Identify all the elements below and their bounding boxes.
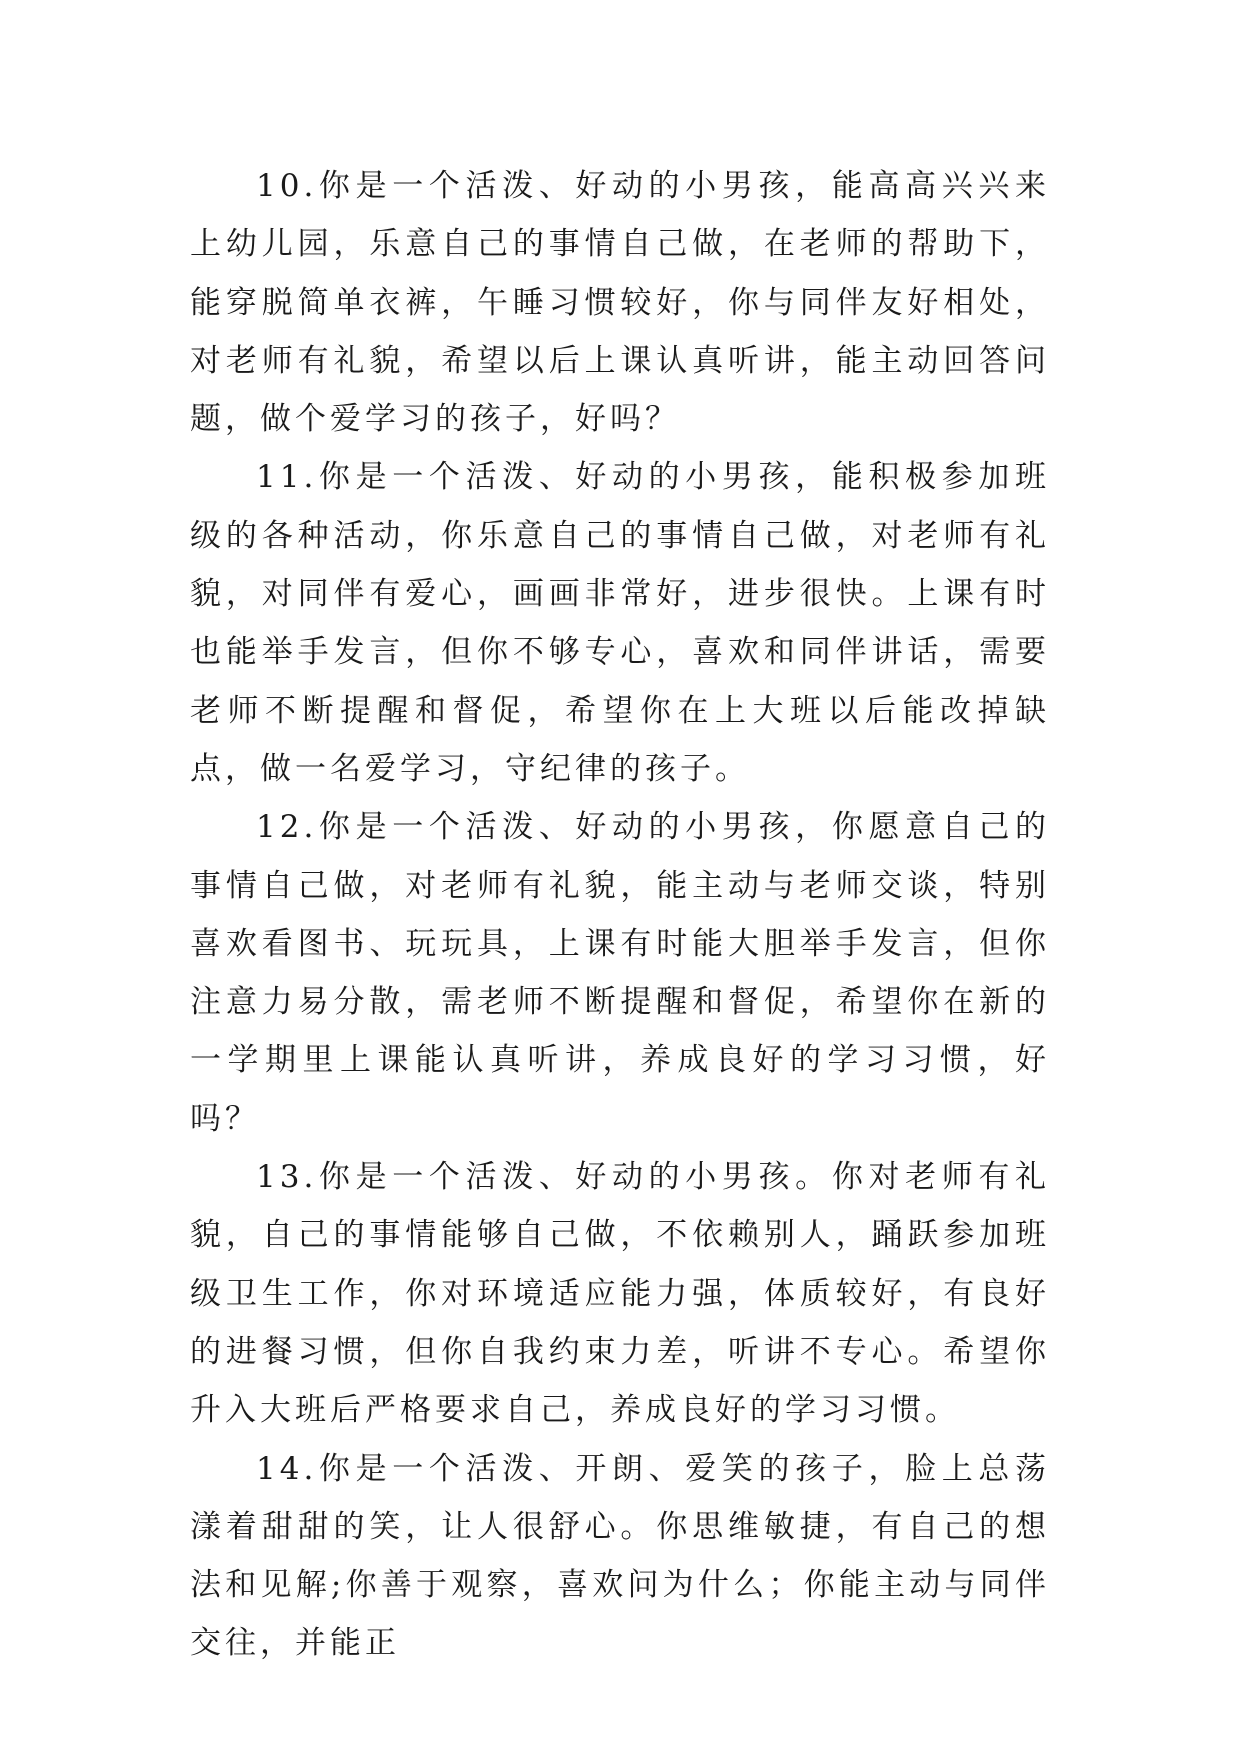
paragraph-14: 14.你是一个活泼、开朗、爱笑的孩子，脸上总荡漾着甜甜的笑，让人很舒心。你思维敏捷，有自己的想法和见解;你善于观察，喜欢问为什么；你能主动与同伴交往，并能正 <box>190 1450 1050 1662</box>
document-body <box>190 157 1050 1673</box>
paragraph-10: 10.你是一个活泼、好动的小男孩，能高高兴兴来上幼儿园，乐意自己的事情自己做，在老师的帮助下，能穿脱简单衣裤，午睡习惯较好，你与同伴友好相处，对老师有礼貌，希望以后上课认真听讲，能主动回答问题，做个爱学习的孩子，好吗？ <box>190 168 1050 438</box>
paragraph-11: 11.你是一个活泼、好动的小男孩，能积极参加班级的各种活动，你乐意自己的事情自己做，对老师有礼貌，对同伴有爱心，画画非常好，进步很快。上课有时也能举手发言，但你不够专心，喜欢和同伴讲话，需要老师不断提醒和督促，希望你在上大班以后能改掉缺点，做一名爱学习，守纪律的孩子。 <box>190 459 1050 787</box>
paragraph-12: 12.你是一个活泼、好动的小男孩，你愿意自己的事情自己做，对老师有礼貌，能主动与老师交谈，特别喜欢看图书、玩玩具，上课有时能大胆举手发言，但你注意力易分散，需老师不断提醒和督促，希望你在新的一学期里上课能认真听讲，养成良好的学习习惯，好吗？ <box>190 809 1050 1137</box>
paragraph-13: 13.你是一个活泼、好动的小男孩。你对老师有礼貌，自己的事情能够自己做，不依赖别人，踊跃参加班级卫生工作，你对环境适应能力强，体质较好，有良好的进餐习惯，但你自我约束力差，听讲不专心。希望你升入大班后严格要求自己，养成良好的学习习惯。 <box>190 1159 1050 1429</box>
